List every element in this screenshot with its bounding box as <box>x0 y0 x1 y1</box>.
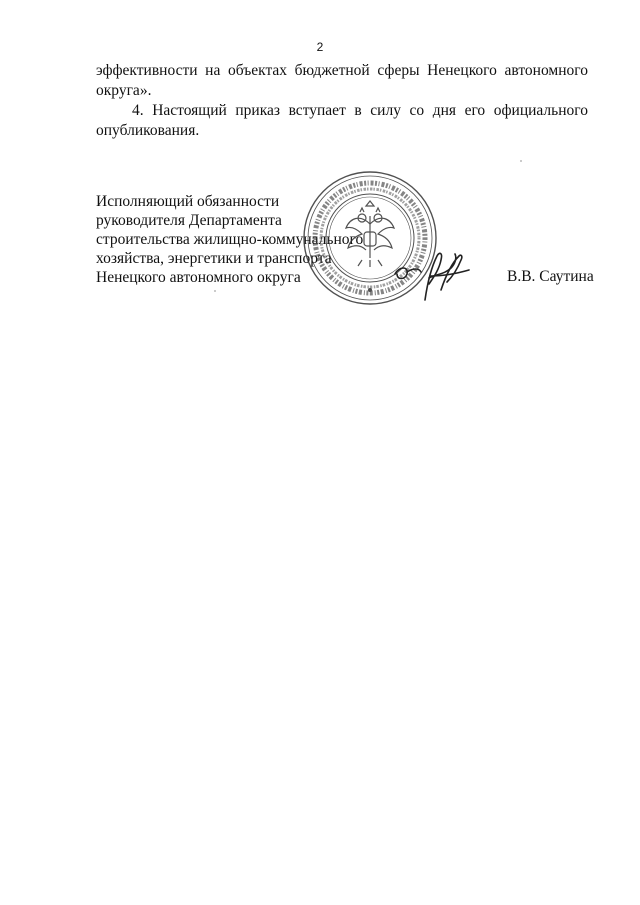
signatory-title-line: хозяйства, энергетики и транспорта <box>96 250 332 267</box>
scan-speck <box>214 290 216 292</box>
page-number: 2 <box>316 40 324 54</box>
signatory-title-line: Ненецкого автономного округа <box>96 269 301 286</box>
signatory-title-line: Исполняющий обязанности <box>96 193 280 210</box>
paragraph-item-4: 4. Настоящий приказ вступает в силу со дня его официального опубликования. <box>96 102 588 139</box>
signatory-title-block <box>96 192 363 287</box>
signatory-title-line: строительства жилищно-коммунального <box>96 231 364 248</box>
handwritten-signature-icon <box>385 238 475 306</box>
paragraph-continuation: эффективности на объектах бюджетной сферы Ненецкого автономного округа». <box>96 62 588 99</box>
signatory-title-line: руководителя Департамента <box>96 212 282 229</box>
scan-speck <box>520 160 522 162</box>
signer-name: В.В. Саутина <box>507 268 594 285</box>
